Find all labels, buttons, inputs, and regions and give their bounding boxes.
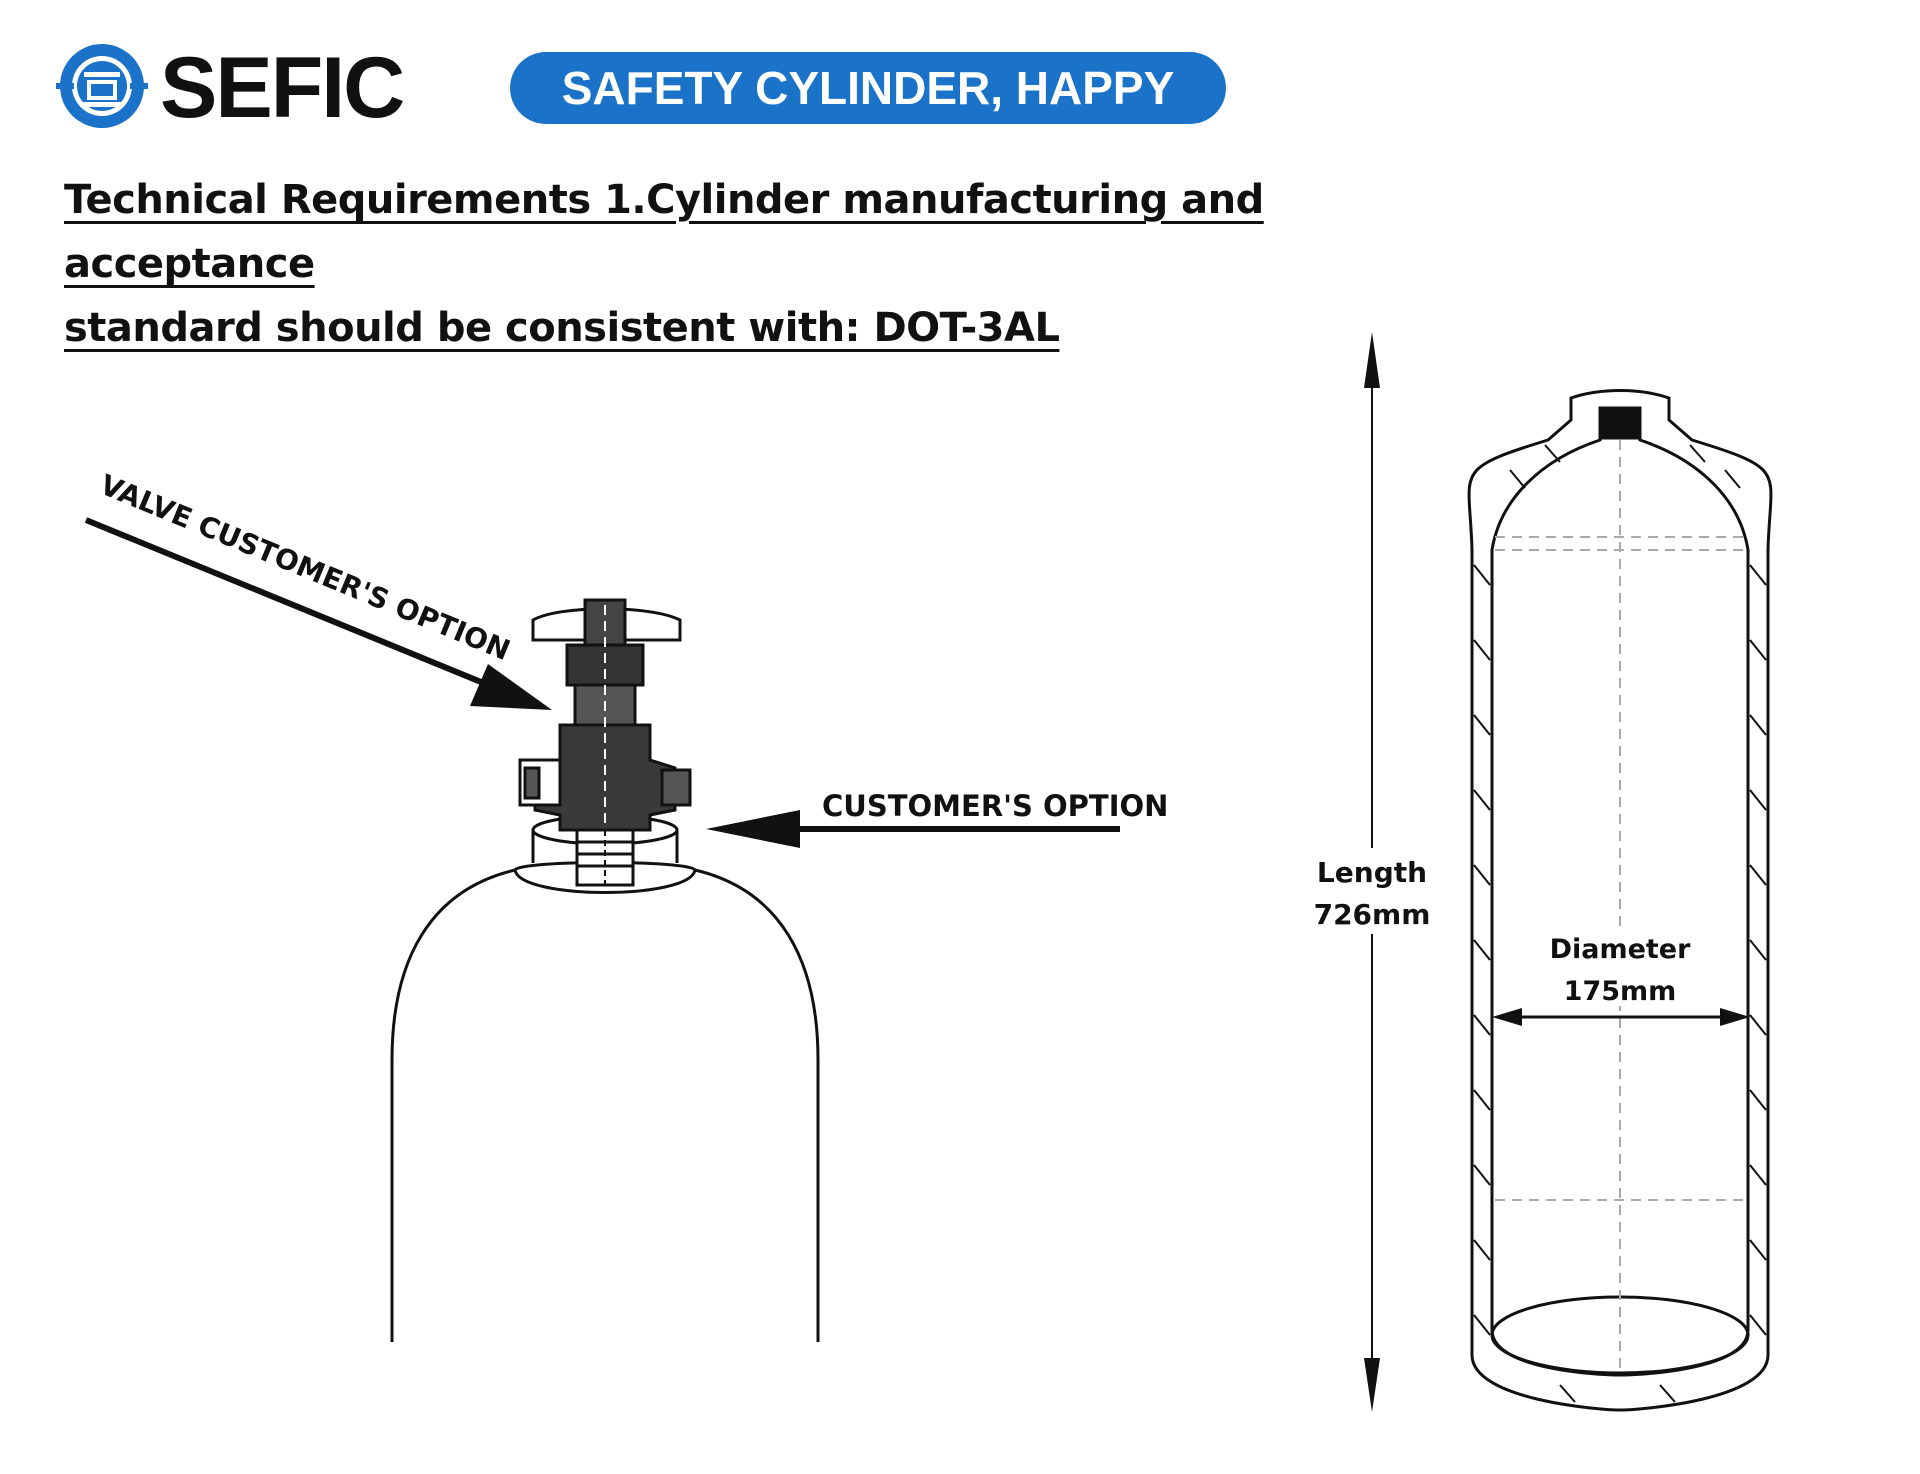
valve-option-label: VALVE CUSTOMER'S OPTION bbox=[95, 467, 515, 668]
length-dimension bbox=[1310, 332, 1434, 1412]
requirements-line-1: Technical Requirements 1.Cylinder manufacturing and acceptance bbox=[64, 177, 1264, 287]
length-value: 726mm bbox=[1313, 898, 1431, 931]
valve bbox=[520, 600, 690, 885]
diameter-label: Diameter bbox=[1549, 934, 1691, 965]
brand-name: SEFIC bbox=[160, 40, 404, 136]
customer-option-pointer bbox=[706, 789, 1168, 848]
requirements-line-2: standard should be consistent with: DOT-3AL bbox=[64, 305, 1060, 351]
slogan-banner: SAFETY CYLINDER, HAPPY LIFE. bbox=[510, 52, 1226, 124]
construction-lines bbox=[1495, 440, 1745, 1370]
left-cylinder bbox=[392, 816, 818, 1342]
valve-pointer bbox=[86, 468, 552, 710]
diameter-value: 175mm bbox=[1563, 976, 1677, 1007]
diameter-dimension bbox=[1492, 930, 1750, 1026]
customer-option-label: CUSTOMER'S OPTION bbox=[822, 789, 1169, 823]
length-label: Length bbox=[1316, 856, 1428, 889]
